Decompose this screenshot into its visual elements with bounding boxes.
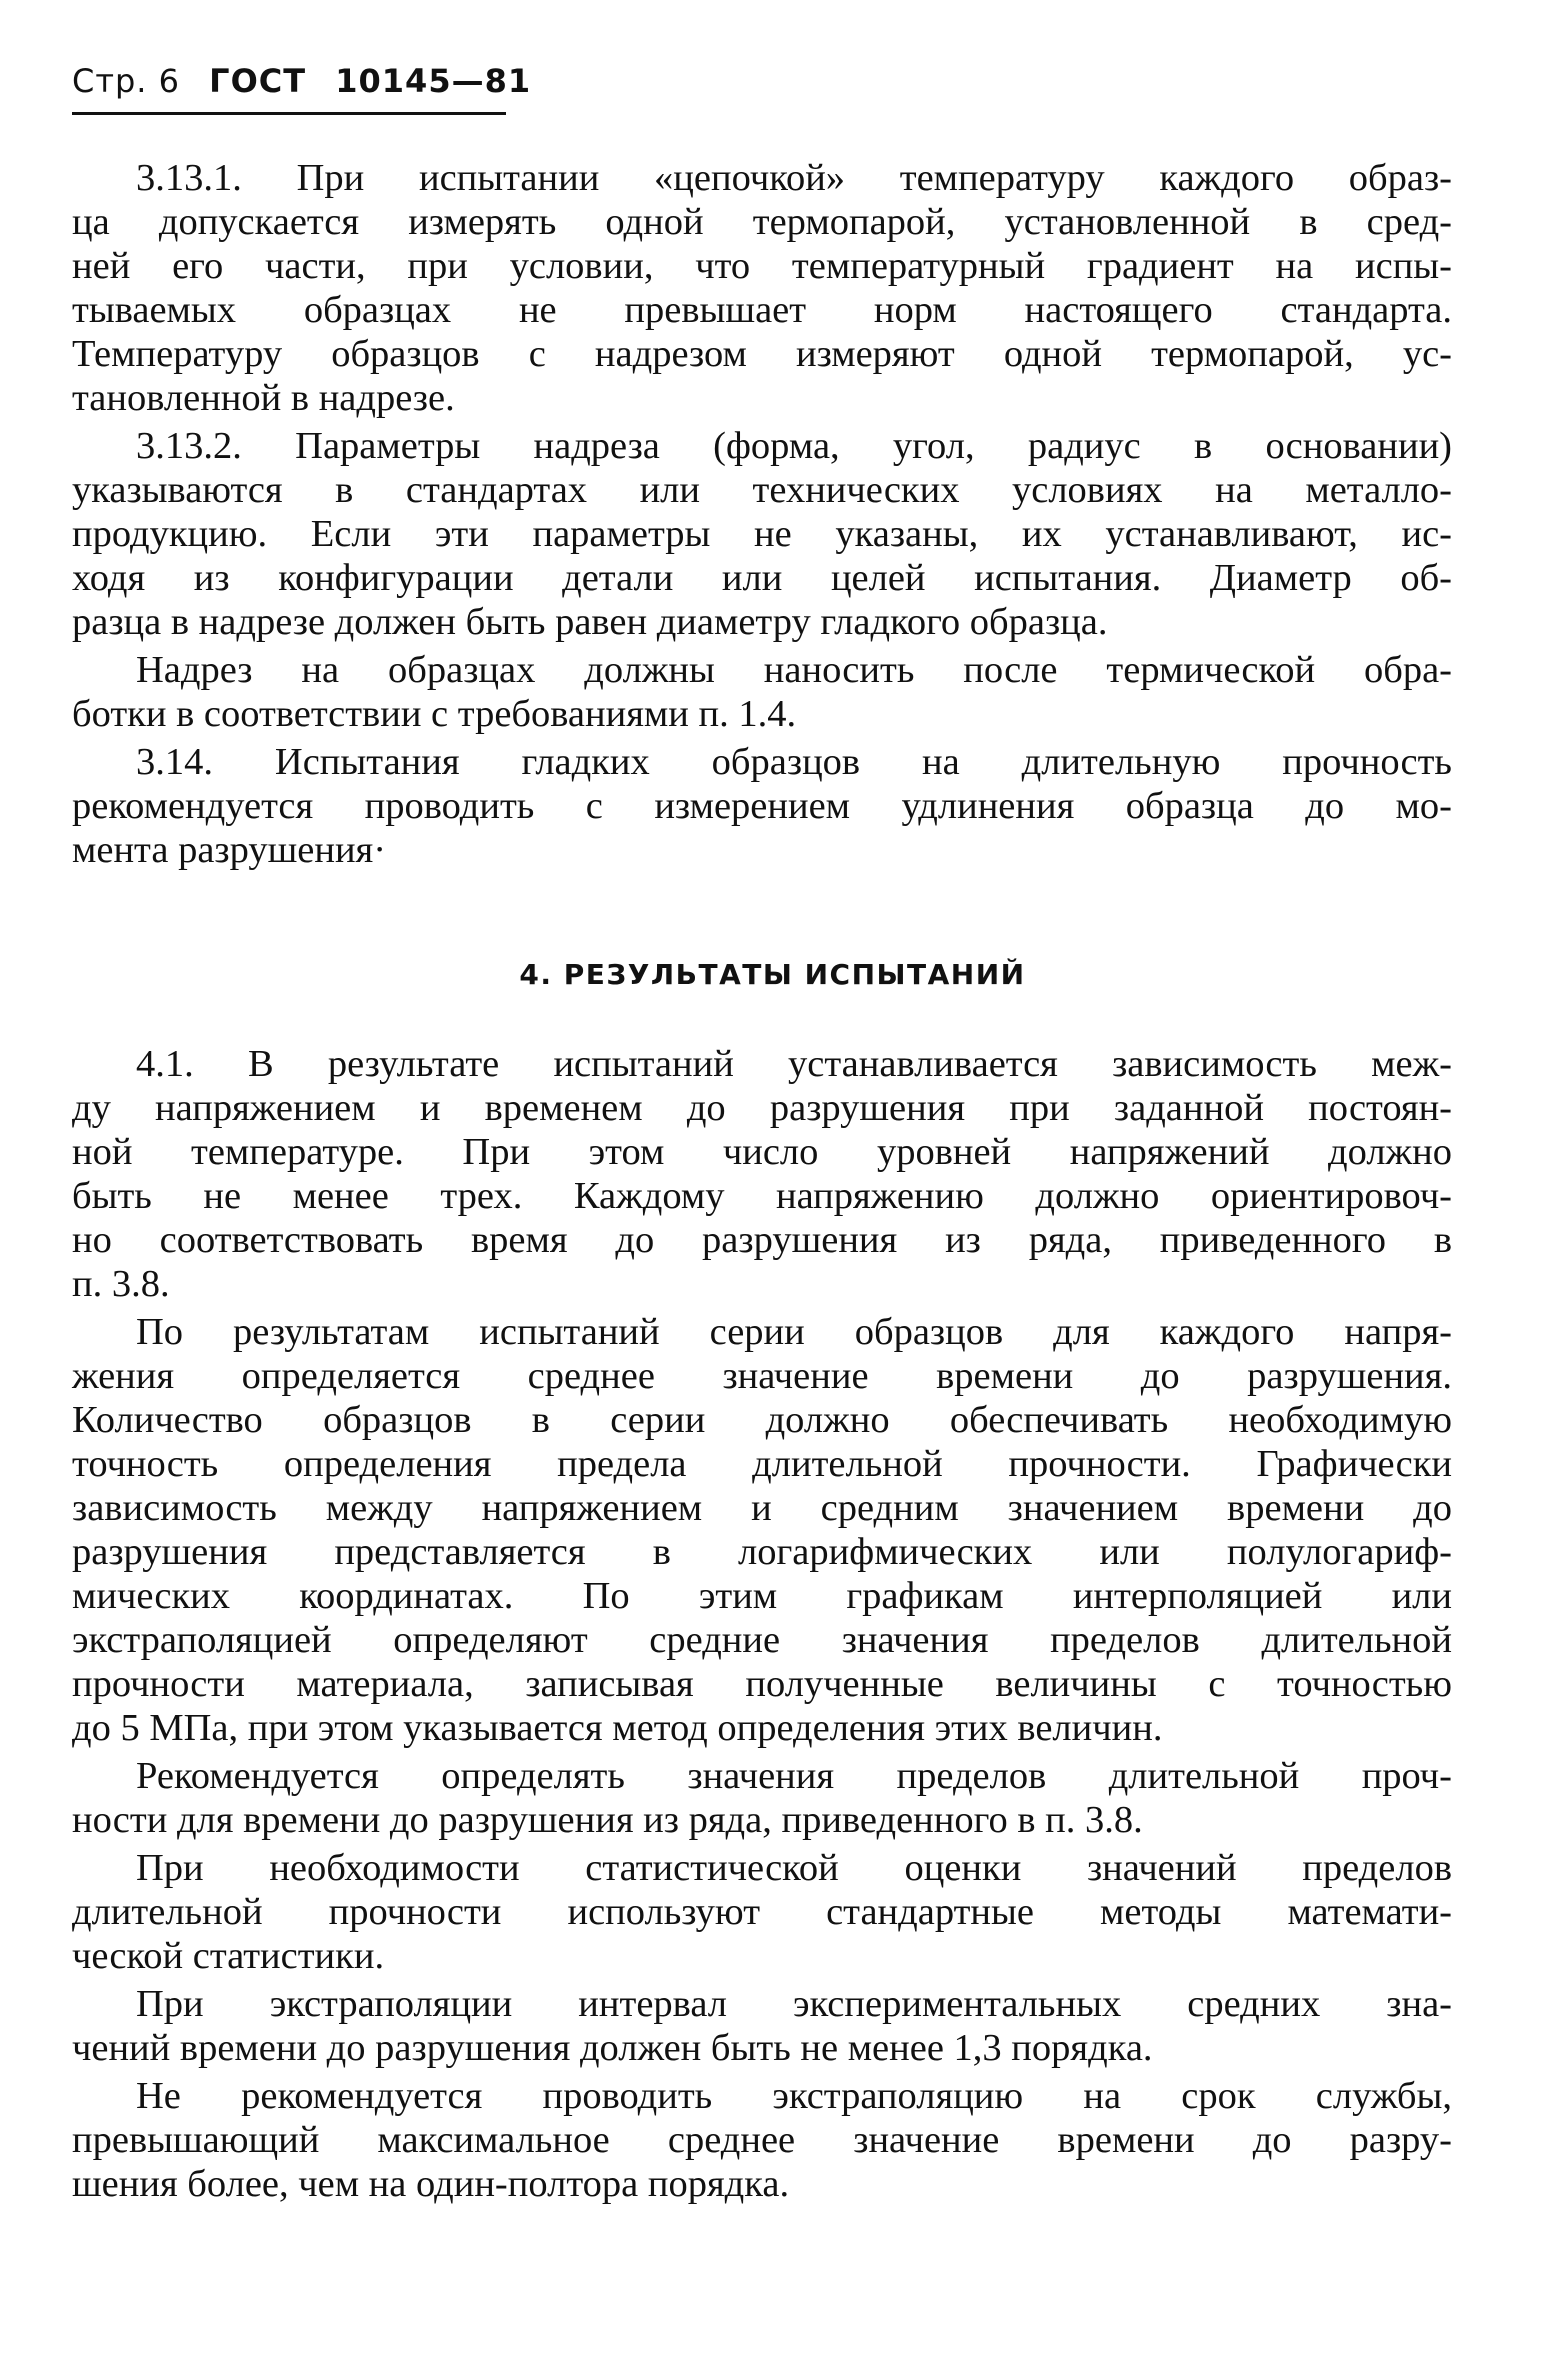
text-line: ботки в соответствии с требованиями п. 1.4. <box>72 693 797 735</box>
page-number: Стр. 6 <box>72 62 180 100</box>
paragraph <box>72 424 1452 644</box>
text-line: указываются в стандартах или технических условиях на металло- <box>72 469 1452 511</box>
text-line: ходя из конфигурации детали или целей испытания. Диаметр об- <box>72 557 1452 599</box>
text-line: По результатам испытаний серии образцов для каждого напря- <box>136 1311 1452 1353</box>
paragraph <box>72 1754 1452 1842</box>
text-line: Рекомендуется определять значения пределов длительной проч- <box>136 1755 1452 1797</box>
text-block-section-3 <box>72 156 1452 872</box>
text-line: 3.13.2. Параметры надреза (форма, угол, радиус в основании) <box>136 425 1452 467</box>
text-line: 4.1. В результате испытаний устанавливается зависимость меж- <box>136 1043 1452 1085</box>
paragraph <box>72 1310 1452 1750</box>
header-rule <box>72 112 506 115</box>
text-line: ней его части, при условии, что температурный градиент на испы- <box>72 245 1452 287</box>
paragraph <box>72 740 1452 872</box>
paragraph <box>72 2074 1452 2206</box>
text-line: мента разрушения· <box>72 829 387 871</box>
text-line: превышающий максимальное среднее значение времени до разру- <box>72 2119 1452 2161</box>
standard-number: 10145—81 <box>335 62 532 100</box>
text-line: рекомендуется проводить с измерением удлинения образца до мо- <box>72 785 1452 827</box>
text-line: разца в надрезе должен быть равен диаметру гладкого образца. <box>72 601 1108 643</box>
text-line: ца допускается измерять одной термопарой, установленной в сред- <box>72 201 1452 243</box>
section-heading: 4. РЕЗУЛЬТАТЫ ИСПЫТАНИЙ <box>519 958 1026 991</box>
text-line: Количество образцов в серии должно обеспечивать необходимую <box>72 1399 1452 1441</box>
text-line: мических координатах. По этим графикам интерполяцией или <box>72 1575 1452 1617</box>
text-line: ду напряжением и временем до разрушения при заданной постоян- <box>72 1087 1452 1129</box>
text-line: ческой статистики. <box>72 1935 385 1977</box>
text-line: длительной прочности используют стандартные методы математи- <box>72 1891 1452 1933</box>
text-line: Не рекомендуется проводить экстраполяцию на срок службы, <box>136 2075 1452 2117</box>
text-line: жения определяется среднее значение времени до разрушения. <box>72 1355 1452 1397</box>
text-line: Температуру образцов с надрезом измеряют одной термопарой, ус- <box>72 333 1452 375</box>
paragraph <box>72 1982 1452 2070</box>
text-line: до 5 МПа, при этом указывается метод определения этих величин. <box>72 1707 1163 1749</box>
paragraph <box>72 156 1452 420</box>
text-line: При необходимости статистической оценки значений пределов <box>136 1847 1452 1889</box>
text-line: зависимость между напряжением и средним значением времени до <box>72 1487 1452 1529</box>
text-line: 3.14. Испытания гладких образцов на длительную прочность <box>136 741 1452 783</box>
text-line: экстраполяцией определяют средние значения пределов длительной <box>72 1619 1452 1661</box>
text-line: точность определения предела длительной прочности. Графически <box>72 1443 1452 1485</box>
text-block-section-4 <box>72 1042 1452 2206</box>
text-line: разрушения представляется в логарифмических или полулогариф- <box>72 1531 1452 1573</box>
text-line: ности для времени до разрушения из ряда, приведенного в п. 3.8. <box>72 1799 1143 1841</box>
paragraph <box>72 1042 1452 1306</box>
paragraph <box>72 648 1452 736</box>
text-line: ной температуре. При этом число уровней напряжений должно <box>72 1131 1452 1173</box>
text-line: шения более, чем на один-полтора порядка. <box>72 2163 790 2205</box>
text-line: продукцию. Если эти параметры не указаны, их устанавливают, ис- <box>72 513 1452 555</box>
text-line: чений времени до разрушения должен быть не менее 1,3 порядка. <box>72 2027 1153 2069</box>
text-line: При экстраполяции интервал экспериментальных средних зна- <box>136 1983 1452 2025</box>
running-head <box>72 62 531 100</box>
text-line: Надрез на образцах должны наносить после термической обра- <box>136 649 1452 691</box>
paragraph <box>72 1846 1452 1978</box>
text-line: быть не менее трех. Каждому напряжению должно ориентировоч- <box>72 1175 1452 1217</box>
text-line: тываемых образцах не превышает норм настоящего стандарта. <box>72 289 1452 331</box>
text-line: тановленной в надрезе. <box>72 377 455 419</box>
standard-label: ГОСТ <box>209 62 307 100</box>
text-line: прочности материала, записывая полученные величины с точностью <box>72 1663 1452 1705</box>
text-line: п. 3.8. <box>72 1263 170 1305</box>
text-line: 3.13.1. При испытании «цепочкой» температуру каждого образ- <box>136 157 1452 199</box>
text-line: но соответствовать время до разрушения из ряда, приведенного в <box>72 1219 1452 1261</box>
